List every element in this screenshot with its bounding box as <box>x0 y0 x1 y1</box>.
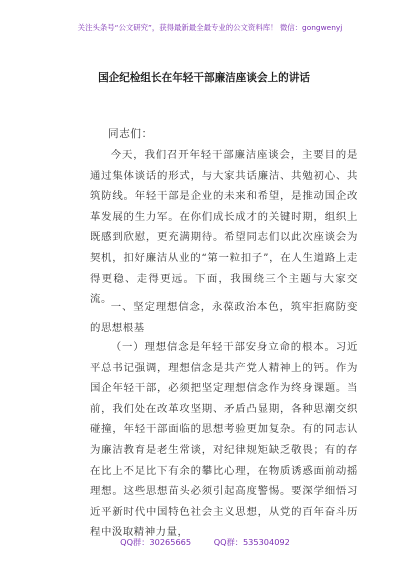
qq-group-1: QQ群：30265665 <box>120 537 192 547</box>
paragraph-text: 今天，我们召开年轻干部廉洁座谈会，主要目的是通过集体谈话的形式，与大家共话廉洁、共勉初心、共筑防线。年轻干部是企业的未来和希望，是推动国企改革发展的生力军。在你们成长成才的关键时期，组织上既感到欣慰，更充满期待。希望同志们以此次座谈会为契机，扣好廉洁从业的“第一粒扣子”，在人生道路上走得更稳、走得更远。下面，我围绕三个主题与大家交流。 <box>90 149 358 306</box>
paragraph-text: （一）理想信念是年轻干部安身立命的根本。习近平总书记强调，理想信念是共产党人精神上的钙。作为国企年轻干部，必须把坚定理想信念作为终身课题。当前，我们处在改革攻坚期、矛盾凸显期，各种思潮交织碰撞，年轻干部面临的思想考验更加复杂。有的同志认为廉洁教育是老生常谈，对纪律规矩缺乏敬畏；有的存在比上不足比下有余的攀比心理，在物质诱惑面前动摇理想。这些思想苗头必须引起高度警惕。要深学细悟习近平新时代中国特色社会主义思想，从党的百年奋斗历程中汲取精神力量， <box>90 341 358 539</box>
section-heading-1 <box>90 297 358 338</box>
bottom-contact-banner <box>90 537 320 548</box>
body-paragraph-intro <box>90 145 358 310</box>
salutation: 同志们： <box>108 128 153 140</box>
document-title: 国企纪检组长在年轻干部廉洁座谈会上的讲话 <box>98 72 310 84</box>
qq-group-2: QQ群：535304092 <box>213 537 290 547</box>
top-promo-banner: 关注头条号“公文研究”，获得最新最全最专业的公文资料库！ 微信：gongwenyj <box>77 23 343 32</box>
body-paragraph-1 <box>90 337 358 543</box>
section-heading-text: 一、坚定理想信念，永葆政治本色，筑牢拒腐防变的思想根基 <box>90 301 358 334</box>
